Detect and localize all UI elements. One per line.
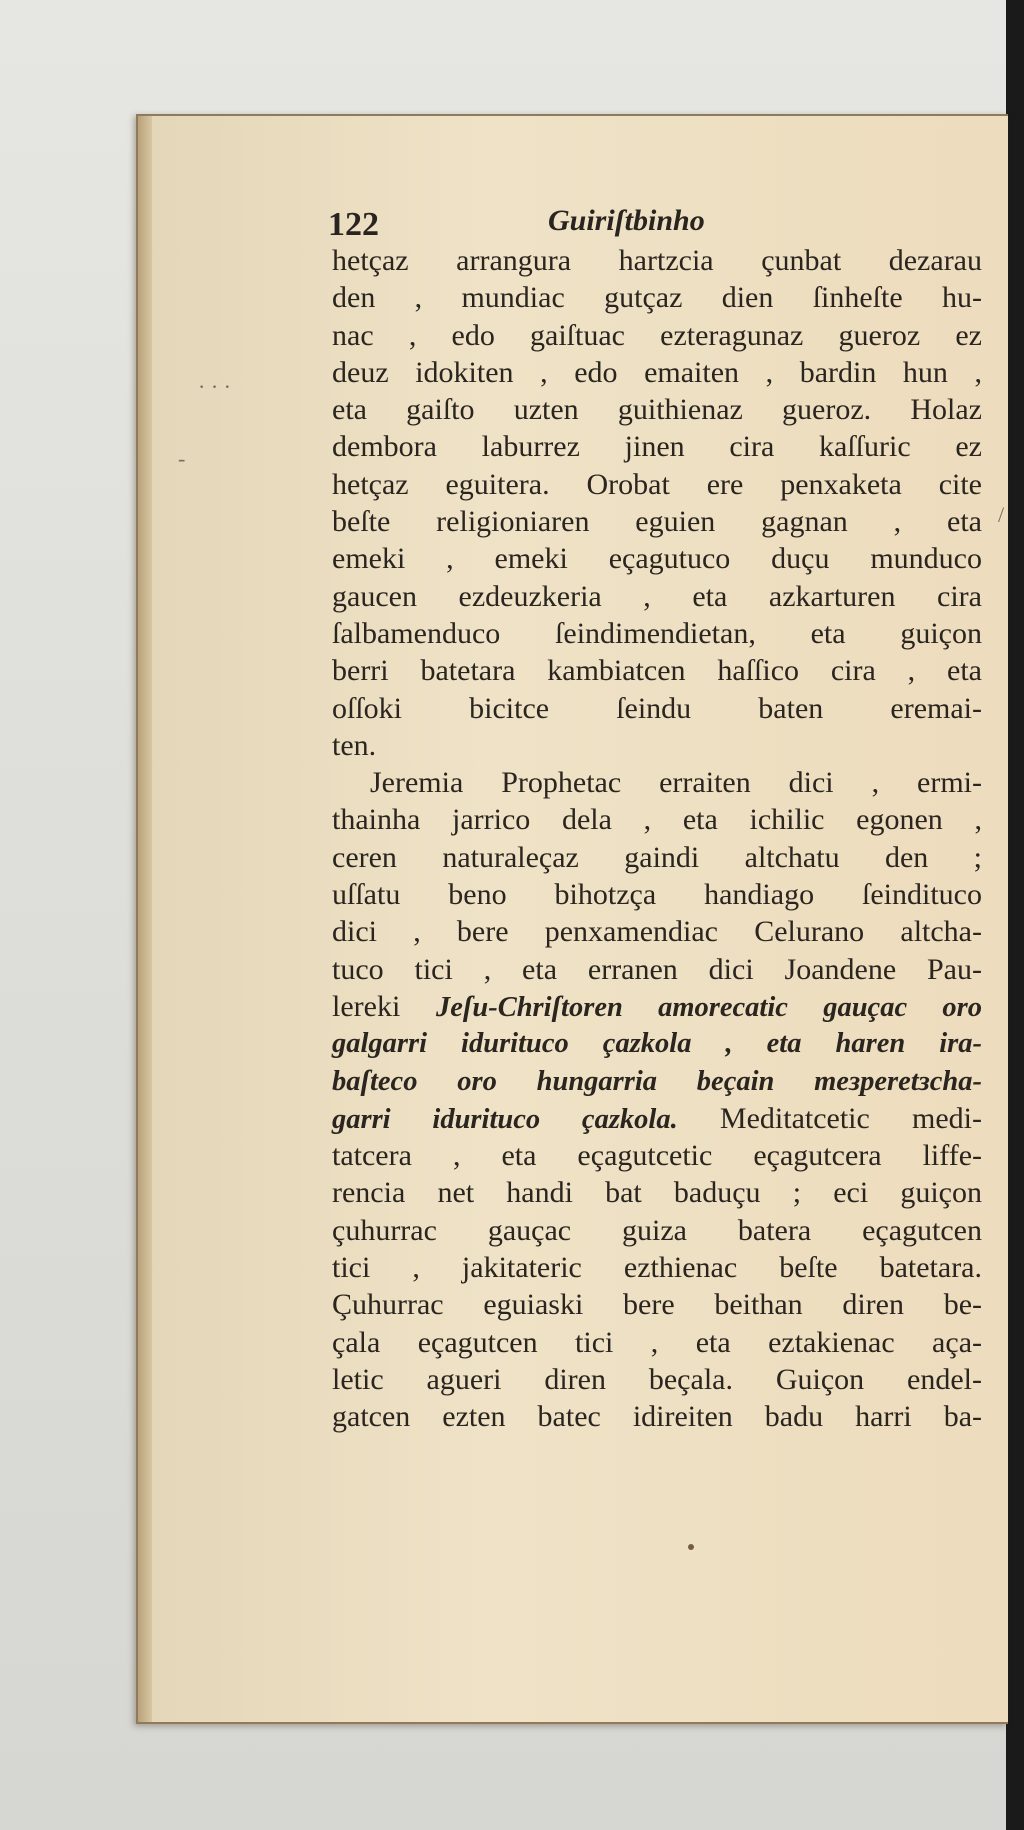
text-line-19: dici , bere penxamendiac Celurano altcha- xyxy=(332,915,982,949)
text-line-3: nac , edo gaiſtuac ezteragunaz gueroz ez xyxy=(332,318,982,352)
text-line-27: çuhurrac gauçac guiza batera eçagutcen xyxy=(332,1213,982,1247)
text-line-9: emeki , emeki eçagutuco duçu munduco xyxy=(332,542,982,576)
text-line-21 xyxy=(332,988,982,1025)
text-line-28: tici , jakitateric ezthienac beſte batetara. xyxy=(332,1251,982,1285)
margin-dots: · · · xyxy=(198,374,231,399)
running-title: Guiriſtbinho xyxy=(548,204,705,237)
text-line-2: den , mundiac gutçaz dien ſinheſte hu- xyxy=(332,281,982,315)
page-number: 122 xyxy=(328,206,379,243)
text-line-15: Jeremia Prophetac erraiten dici , ermi- xyxy=(370,766,982,800)
text-line-1: hetçaz arrangura hartzcia çunbat dezarau xyxy=(332,244,982,277)
text-line-13: oſſoki bicitce ſeindu baten eremai- xyxy=(332,691,982,725)
page-text xyxy=(332,242,982,1436)
text-line-6: dembora laburrez jinen cira kaſſuric ez xyxy=(332,430,982,464)
text-line-26: rencia net handi bat baduçu ; eci guiçon xyxy=(332,1176,982,1210)
book-page xyxy=(136,114,1008,1724)
text-line-25: tatcera , eta eçagutcetic eçagutcera liffe- xyxy=(332,1139,982,1173)
text-line-21-start: lereki xyxy=(332,989,401,1023)
text-line-16: thainha jarrico dela , eta ichilic egonen , xyxy=(332,803,982,837)
running-head xyxy=(328,204,888,244)
text-line-21-italic: Jeſu-Chriſtoren amorecatic gauçac oro xyxy=(435,991,982,1023)
text-line-23: baſteco oro hungarria beçain meзperetзcha- xyxy=(332,1065,982,1097)
text-line-5: eta gaiſto uzten guithienaz gueroz. Holaz xyxy=(332,393,982,427)
text-line-32: gatcen ezten batec idireiten badu harri ba- xyxy=(332,1400,982,1434)
text-line-20: tuco tici , eta erranen dici Joandene Pau- xyxy=(332,952,982,986)
text-line-14: ten. xyxy=(332,728,377,762)
text-line-17: ceren naturaleçaz gaindi altchatu den ; xyxy=(332,840,982,874)
page-gutter-edge xyxy=(138,116,152,1722)
text-line-18: uſſatu beno bihotzça handiago ſeindituco xyxy=(332,878,982,912)
text-line-31: letic agueri diren beçala. Guiçon endel- xyxy=(332,1362,982,1396)
ink-spot xyxy=(688,1544,694,1550)
text-line-24 xyxy=(332,1100,982,1137)
text-line-24-italic: garri idurituco çazkola. xyxy=(332,1103,678,1135)
text-line-22: galgarri idurituco çazkola , eta haren ira- xyxy=(332,1028,982,1060)
text-line-4: deuz idokiten , edo emaiten , bardin hun , xyxy=(332,355,982,389)
text-line-10: gaucen ezdeuzkeria , eta azkarturen cira xyxy=(332,579,982,613)
text-line-29: Çuhurrac eguiaski bere beithan diren be- xyxy=(332,1288,982,1322)
text-line-30: çala eçagutcen tici , eta eztakienac aça- xyxy=(332,1325,982,1359)
text-line-7: hetçaz eguitera. Orobat ere penxaketa cite xyxy=(332,467,982,501)
margin-tick: / xyxy=(998,502,1005,527)
text-line-11: ſalbamenduco ſeindimendietan, eta guiçon xyxy=(332,616,982,650)
scanner-edge-strip xyxy=(1006,0,1024,1830)
margin-dash: - xyxy=(178,446,186,471)
text-line-8: beſte religioniaren eguien gagnan , eta xyxy=(332,505,982,539)
text-line-24-rest: Meditatcetic medi- xyxy=(719,1101,982,1135)
text-line-12: berri batetara kambiatcen haſſico cira , eta xyxy=(332,654,982,688)
